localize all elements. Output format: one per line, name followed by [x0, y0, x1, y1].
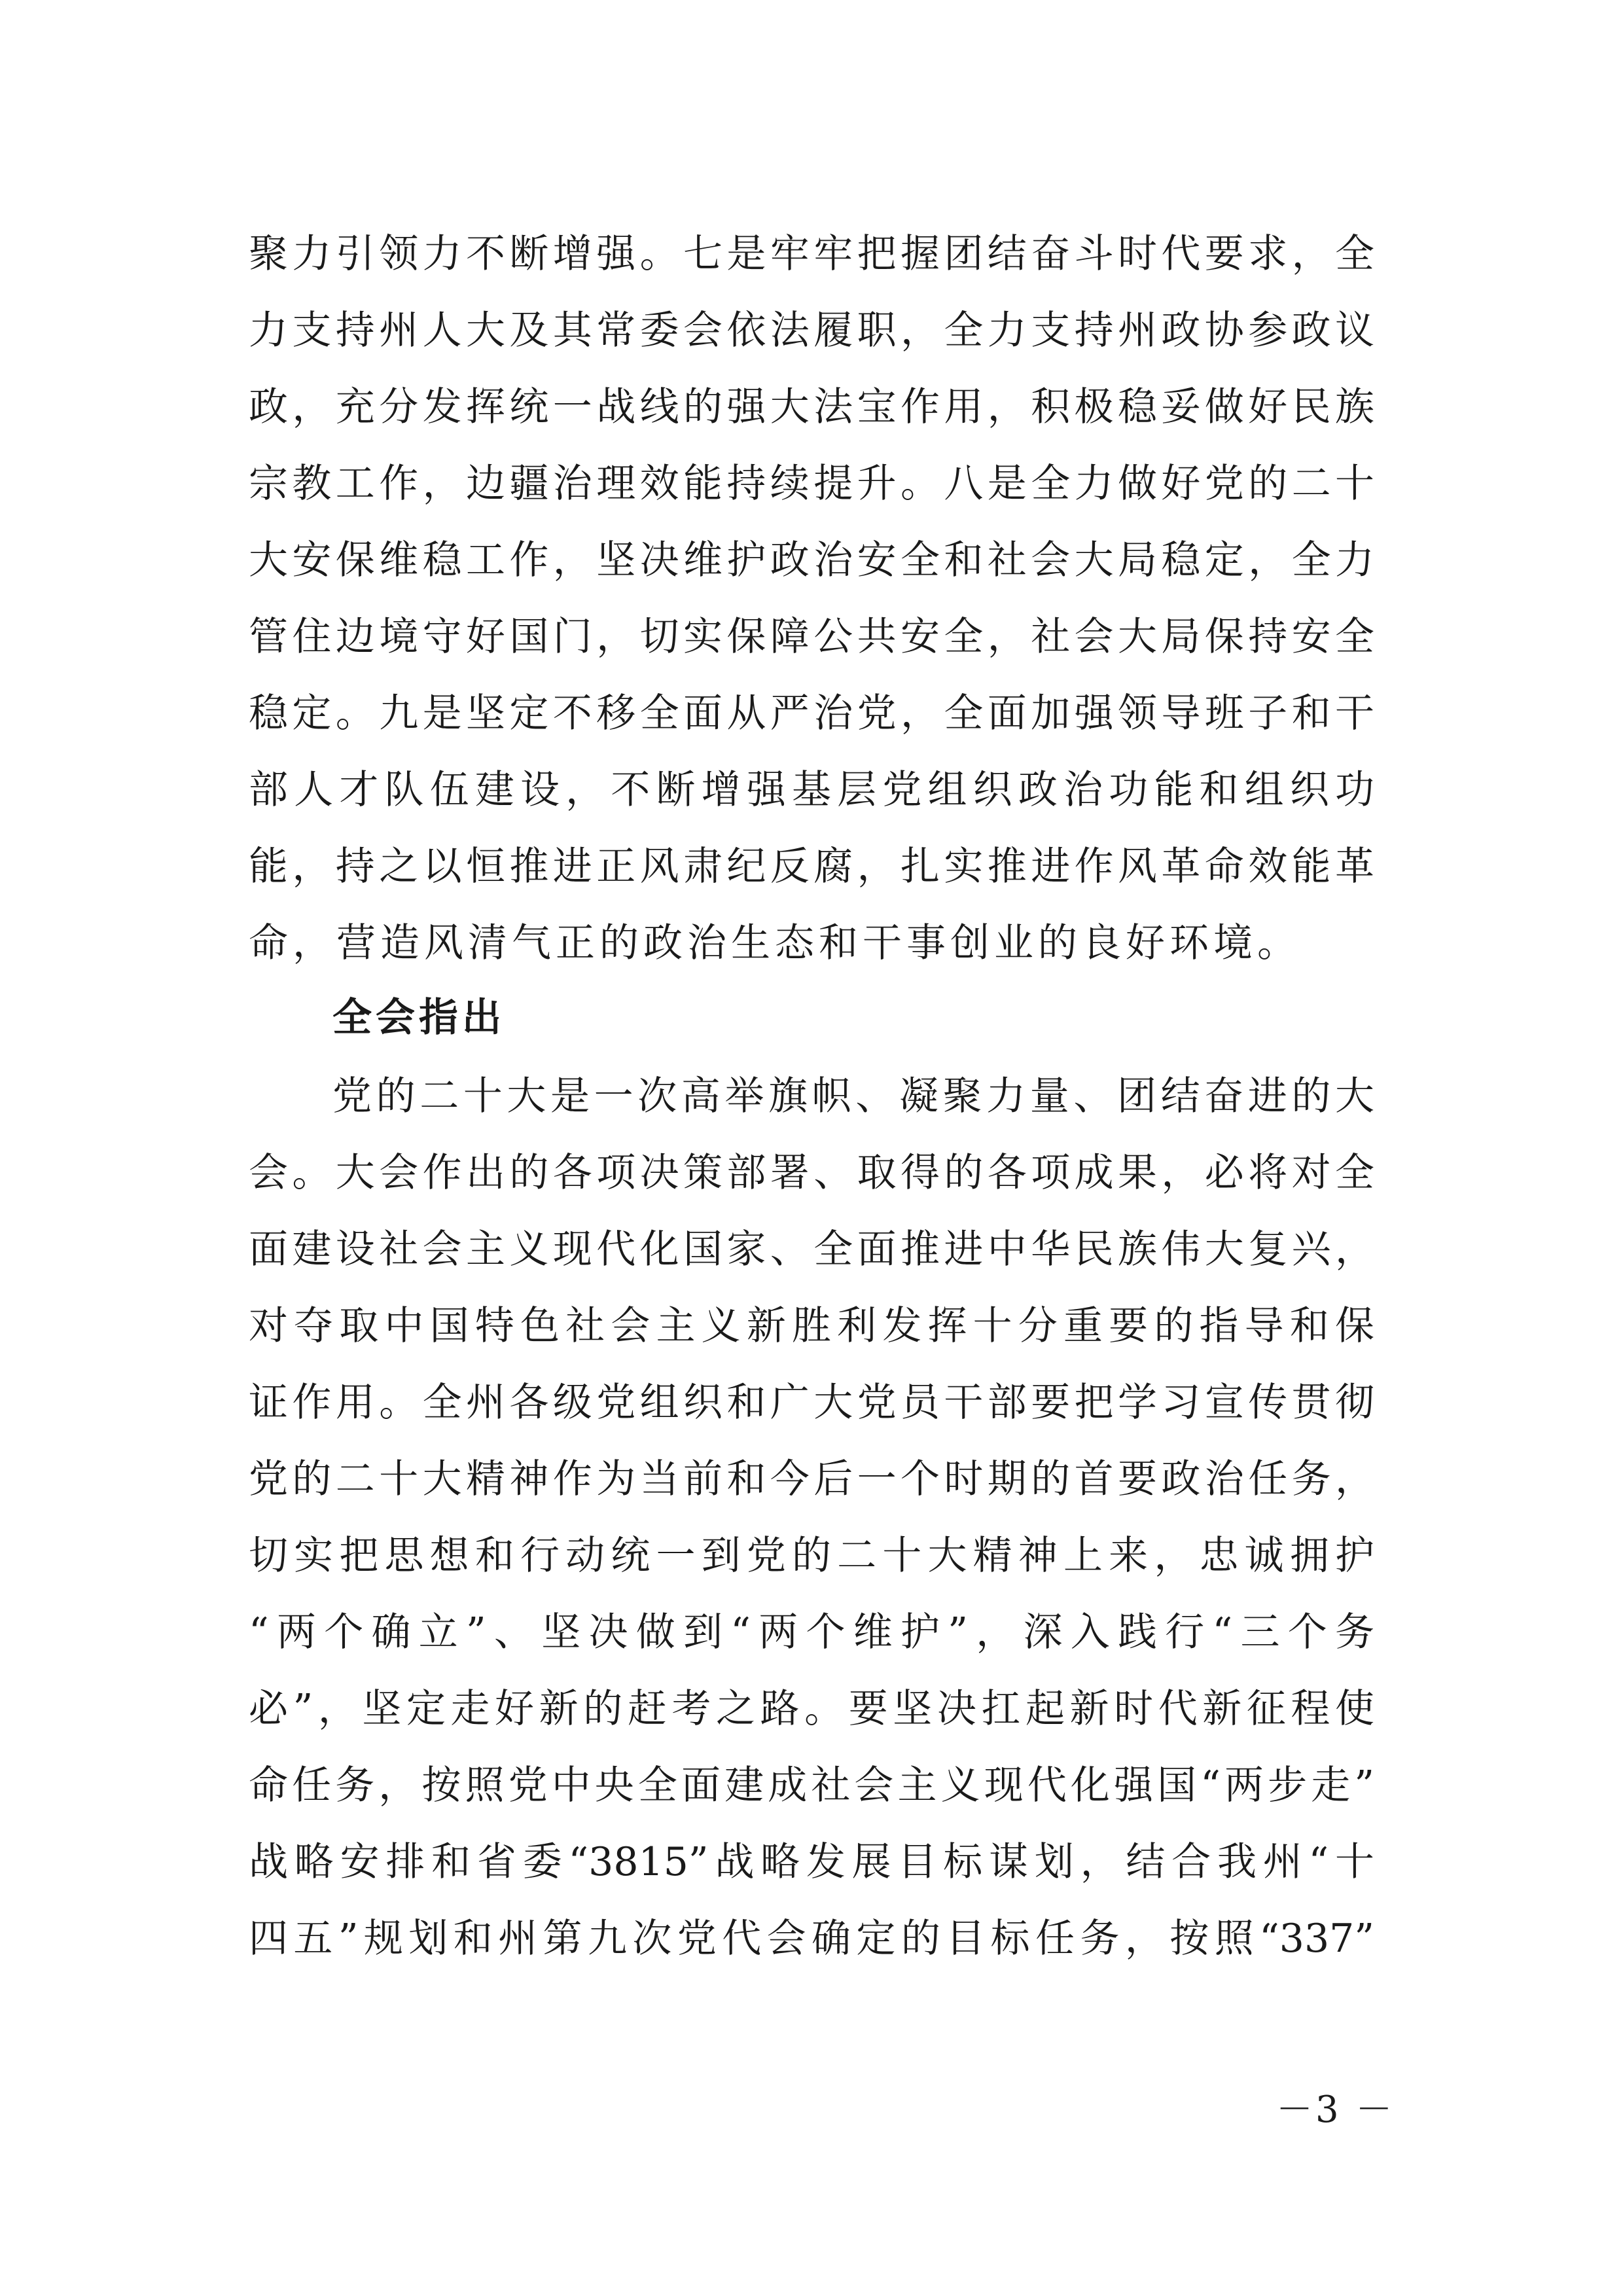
text-line: 面建设社会主义现代化国家、全面推进中华民族伟大复兴，: [249, 1227, 1374, 1272]
text-line: 管住边境守好国门，切实保障公共安全，社会大局保持安全: [249, 614, 1374, 660]
text-line: 战略安排和省委“3815”战略发展目标谋划，结合我州“十: [249, 1839, 1374, 1885]
text-line: 力支持州人大及其常委会依法履职，全力支持州政协参政议: [249, 308, 1374, 353]
text-line: 能，持之以恒推进正风肃纪反腐，扎实推进作风革命效能革: [249, 844, 1374, 889]
text-line: 对夺取中国特色社会主义新胜利发挥十分重要的指导和保: [249, 1303, 1374, 1349]
text-line: 四五”规划和州第九次党代会确定的目标任务，按照“337”: [249, 1916, 1374, 1962]
text-line: 聚力引领力不断增强。七是牢牢把握团结奋斗时代要求，全: [249, 231, 1374, 277]
text-line: 命，营造风清气正的政治生态和干事创业的良好环境。: [249, 920, 1301, 966]
text-line: 必”，坚定走好新的赶考之路。要坚决扛起新时代新征程使: [249, 1686, 1374, 1732]
text-line: 政，充分发挥统一战线的强大法宝作用，积极稳妥做好民族: [249, 384, 1374, 430]
text-line: 会。大会作出的各项决策部署、取得的各项成果，必将对全: [249, 1150, 1374, 1196]
text-line: 稳定。九是坚定不移全面从严治党，全面加强领导班子和干: [249, 691, 1374, 736]
text-line: 部人才队伍建设，不断增强基层党组织政治功能和组织功: [249, 767, 1374, 813]
text-line: 切实把思想和行动统一到党的二十大精神上来，忠诚拥护: [249, 1533, 1374, 1579]
text-line: 党的二十大精神作为当前和今后一个时期的首要政治任务，: [249, 1456, 1374, 1502]
text-line: 大安保维稳工作，坚决维护政治安全和社会大局稳定，全力: [249, 537, 1374, 583]
page-number: －3 －: [1276, 2089, 1395, 2131]
text-line: “两个确立”、坚决做到“两个维护”，深入践行“三个务: [249, 1609, 1374, 1655]
section-heading: 全会指出: [332, 995, 505, 1041]
text-line: 宗教工作，边疆治理效能持续提升。八是全力做好党的二十: [249, 461, 1374, 507]
text-line: 证作用。全州各级党组织和广大党员干部要把学习宣传贯彻: [249, 1380, 1374, 1426]
text-line: 党的二十大是一次高举旗帜、凝聚力量、团结奋进的大: [332, 1073, 1374, 1119]
text-line: 命任务，按照党中央全面建成社会主义现代化强国“两步走”: [249, 1763, 1374, 1808]
